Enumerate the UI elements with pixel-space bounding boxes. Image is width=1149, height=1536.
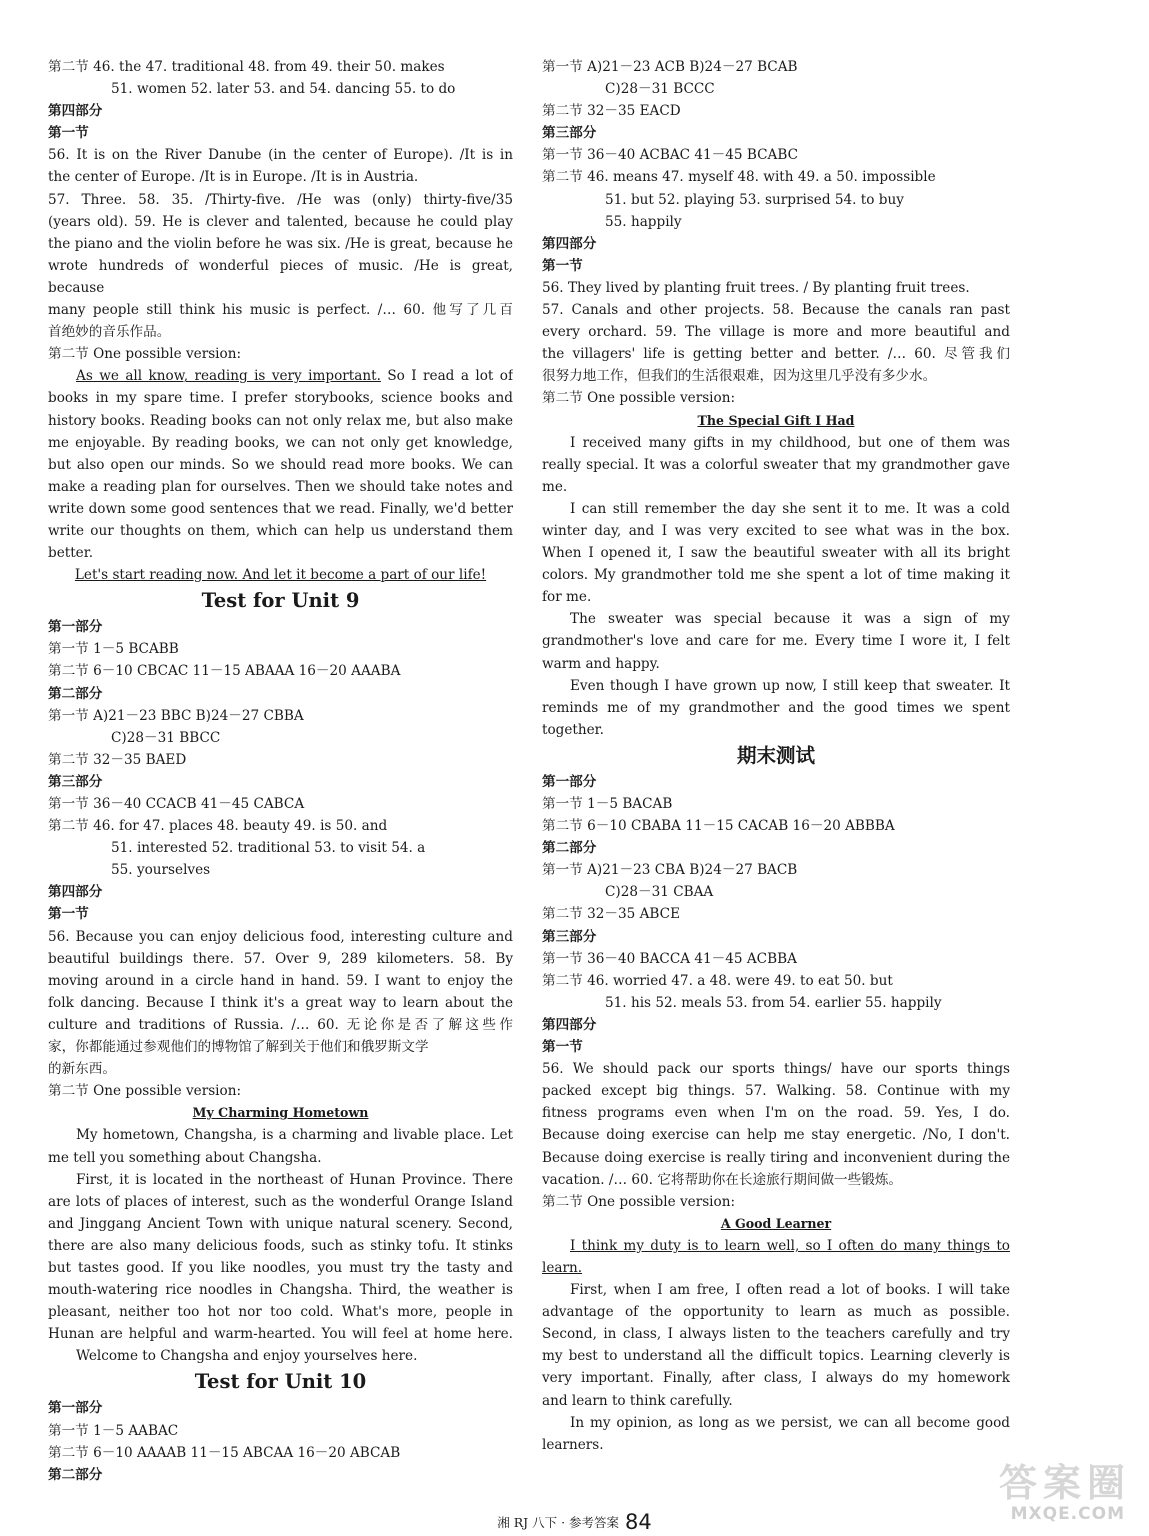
- text-line: Even though I have grown up now, I still keep that sweater. It: [570, 677, 1010, 694]
- text-line: C)28－31 BBCC: [111, 729, 221, 746]
- text-line: many people still think his music is perfect. /… 60. 他写了几百: [48, 302, 513, 319]
- text-line: 第二节 One possible version:: [542, 1193, 736, 1210]
- text-line: colors. My grandmother told me she spent a lot of time making it: [542, 567, 1010, 584]
- text-line: 第四部分: [542, 235, 597, 252]
- essay-title: A Good Learner: [720, 1215, 832, 1231]
- text-line: As we all know, reading is very important. So I read a lot of: [76, 368, 513, 385]
- text-line: write our thoughts on them, which can help us understand them: [48, 522, 513, 539]
- text-line: 家，你都能通过参观他们的博物馆了解到关于他们和俄罗斯文学: [48, 1039, 429, 1056]
- text-line: 第三部分: [542, 125, 597, 142]
- text-line: 第二节 46. means 47. myself 48. with 49. a 50. impossible: [542, 169, 936, 186]
- text-line: culture and traditions of Russia. /… 60. 无论你是否了解这些作: [48, 1016, 513, 1033]
- text-line: I think my duty is to learn well, so I often do many things to: [570, 1237, 1010, 1254]
- text-line: 51. women 52. later 53. and 54. dancing 55. to do: [111, 81, 456, 98]
- text-line: When I opened it, I saw the beautiful sweater with all its bright: [542, 545, 1010, 562]
- left-column: [48, 56, 513, 1486]
- text-line: 第一部分: [542, 773, 597, 790]
- text-line: history books. Reading books can not only relax me, but also make: [48, 412, 513, 429]
- section-heading: Test for Unit 10: [194, 1370, 367, 1394]
- text-line: 第一部分: [48, 1400, 103, 1417]
- text-line: moving around in a circle hand in hand. 59. I want to enjoy the: [48, 972, 513, 989]
- text-line: 第一节 36－40 CCACB 41－45 CABCA: [48, 796, 305, 812]
- text-line: fitness programs even when I'm on the road. 59. Yes, I do.: [542, 1105, 1010, 1122]
- text-line: winter day, and I was very excited to see what was in the box.: [542, 522, 1010, 539]
- page-number: 84: [625, 1510, 652, 1534]
- text-line: reminds me of my grandmother and the good times we spent: [542, 699, 1010, 716]
- text-line: 第一节 1－5 BCABB: [48, 641, 179, 658]
- text-line: me.: [542, 478, 568, 495]
- text-line: really special. It was a colorful sweater that my grandmother gave: [542, 456, 1010, 473]
- text-line: 第二部分: [48, 1466, 103, 1483]
- essay-title: My Charming Hometown: [192, 1105, 369, 1121]
- essay-title: The Special Gift I Had: [697, 412, 855, 428]
- text-line: In my opinion, as long as we persist, we can all become good: [570, 1414, 1010, 1431]
- text-line: very important. Finally, after class, I always do my homework: [542, 1370, 1010, 1387]
- text-line: 第二节 6－10 CBABA 11－15 CACAB 16－20 ABBBA: [542, 818, 895, 835]
- text-line: 第四部分: [48, 884, 103, 901]
- text-line: First, when I am free, I often read a lot of books. I will take: [570, 1282, 1010, 1299]
- text-line: 第二节 One possible version:: [542, 390, 736, 407]
- text-line: 56. They lived by planting fruit trees. / By planting fruit trees.: [542, 279, 970, 296]
- text-line: warm and happy.: [542, 655, 660, 672]
- text-line: 首绝妙的音乐作品。: [48, 324, 171, 341]
- text-line: write down some good sentences that we read. Finally, we'd better: [48, 500, 513, 517]
- text-line: 第三部分: [542, 928, 597, 945]
- text-line: better.: [48, 545, 94, 562]
- text-line: me enjoyable. By reading books, we can not only get knowledge,: [48, 434, 513, 451]
- text-line: 56. We should pack our sports things/ have our sports things: [542, 1061, 1010, 1078]
- text-line: The sweater was special because it was a sign of my: [570, 611, 1010, 628]
- text-line: C)28－31 BCCC: [605, 81, 715, 98]
- text-line: there are also many delicious foods, such as stinky tofu. It stinks: [48, 1237, 513, 1254]
- right-column: [542, 56, 1010, 1456]
- section-heading: Test for Unit 9: [201, 589, 360, 613]
- text-line: 的新东西。: [48, 1061, 116, 1078]
- text-line: grandmother's love and care for me. Every time I wore it, I felt: [542, 633, 1010, 650]
- text-line: Welcome to Changsha and enjoy yourselves here.: [76, 1348, 418, 1365]
- text-line: 第二节 32－35 ABCE: [542, 906, 680, 923]
- text-line: and Jinggang Ancient Town with unique natural scenery. Second,: [48, 1215, 513, 1232]
- text-line: 57. Three. 58. 35. /Thirty-five. /He was (only) thirty-five/35: [48, 191, 513, 208]
- text-line: but tastes good. If you like noodles, you must try the tasty and: [48, 1259, 513, 1276]
- text-line: and learn to think carefully.: [542, 1392, 733, 1409]
- text-line: for me.: [542, 589, 592, 606]
- text-line: 很努力地工作，但我们的生活很艰难，因为这里几乎没有多少水。: [542, 368, 937, 385]
- text-line: (years old). 59. He is clever and talented, because he could play: [48, 213, 513, 230]
- text-line: mouth-watering rice noodles in Changsha. Third, the weather is: [48, 1282, 513, 1299]
- text-line: make a reading plan for ourselves. Then we should take notes and: [48, 478, 513, 495]
- text-line: advantage of the opportunity to learn as much as possible.: [542, 1304, 1010, 1321]
- text-line: 第二节 6－10 CBCAC 11－15 ABAAA 16－20 AAABA: [48, 663, 401, 680]
- text-line: wrote hundreds of wonderful pieces of music. /He is great, because: [48, 257, 513, 296]
- text-line: 第二部分: [542, 840, 597, 857]
- text-line: 51. his 52. meals 53. from 54. earlier 55. happily: [605, 994, 942, 1011]
- text-line: Hunan are helpful and warm-hearted. You will feel at home here.: [48, 1326, 513, 1343]
- text-line: C)28－31 CBAA: [605, 884, 714, 901]
- text-line: 第一节 36－40 ACBAC 41－45 BCABC: [542, 147, 798, 164]
- text-line: 第三部分: [48, 773, 103, 790]
- text-line: 第二部分: [48, 685, 103, 702]
- watermark-url: MXQE.COM: [1010, 1504, 1125, 1524]
- text-line: Second, in class, I always listen to the teachers carefully and try: [542, 1326, 1010, 1343]
- text-line: are lots of places of interest, such as the wonderful Orange Island: [48, 1193, 513, 1210]
- text-line: 第二节 6－10 AAAAB 11－15 ABCAA 16－20 ABCAB: [48, 1444, 401, 1461]
- text-line: learn.: [542, 1259, 583, 1276]
- text-line: 第四部分: [48, 103, 103, 120]
- text-line: 第一节 36－40 BACCA 41－45 ACBBA: [542, 950, 797, 967]
- text-line: 第一节: [542, 1039, 583, 1056]
- text-line: books in my spare time. I prefer storybooks, science books and: [48, 390, 513, 407]
- text-line: Let's start reading now. And let it become a part of our life!: [74, 567, 487, 584]
- text-line: every orchard. 59. The village is more and more beautiful and: [542, 324, 1010, 341]
- text-line: 第一节 A)21－23 BBC B)24－27 CBBA: [48, 707, 304, 724]
- text-line: I can still remember the day she sent it to me. It was a cold: [570, 500, 1010, 517]
- footer-label: 湘 RJ 八下 · 参考答案: [497, 1515, 620, 1530]
- text-line: 第二节 One possible version:: [48, 1083, 242, 1100]
- text-line: folk dancing. Because I think it's a great way to learn about the: [48, 994, 513, 1011]
- text-line: 第二节 32－35 BAED: [48, 751, 187, 768]
- text-line: 第二节 46. the 47. traditional 48. from 49. their 50. makes: [48, 59, 445, 75]
- text-line: 55. yourselves: [111, 862, 211, 879]
- text-line: the center of Europe. /It is in Europe. /It is in Austria.: [48, 169, 419, 186]
- text-line: 57. Canals and other projects. 58. Because the canals ran past: [542, 302, 1010, 319]
- text-line: 第一节 A)21－23 CBA B)24－27 BACB: [542, 862, 798, 879]
- text-line: 56. It is on the River Danube (in the center of Europe). /It is in: [48, 147, 513, 164]
- text-line: 第一节: [48, 125, 89, 142]
- watermark-text: 答案圈: [998, 1461, 1131, 1505]
- text-line: 51. interested 52. traditional 53. to visit 54. a: [111, 840, 426, 857]
- section-heading: 期末测试: [736, 743, 815, 767]
- text-line: my best to understand all the difficult topics. Learning cleverly is: [542, 1348, 1010, 1365]
- text-line: 第二节 46. worried 47. a 48. were 49. to eat 50. but: [542, 972, 893, 989]
- text-line: 第二节 46. for 47. places 48. beauty 49. is 50. and: [48, 818, 388, 835]
- text-line: My hometown, Changsha, is a charming and livable place. Let: [76, 1127, 513, 1144]
- text-line: 第一节: [48, 906, 89, 923]
- text-line: 第一部分: [48, 619, 103, 636]
- text-line: the villagers' life is getting better and better. /… 60. 尽管我们: [542, 346, 1010, 363]
- text-line: Because doing exercise is really tiring and inconvenient during the: [542, 1149, 1010, 1166]
- text-line: 第一节 1－5 AABAC: [48, 1422, 179, 1439]
- text-line: First, it is located in the northeast of Hunan Province. There: [76, 1171, 513, 1188]
- text-line: but also open our minds. So we should read more books. We can: [48, 456, 513, 473]
- text-line: I received many gifts in my childhood, but one of them was: [570, 434, 1010, 451]
- text-line: beautiful buildings there. 57. Over 9, 289 kilometers. 58. By: [48, 950, 513, 967]
- text-line: the piano and the violin before he was six. /He is great, because he: [48, 235, 513, 252]
- text-line: 第一节: [542, 257, 583, 274]
- text-line: together.: [542, 721, 604, 738]
- text-line: 56. Because you can enjoy delicious food, interesting culture and: [48, 928, 513, 945]
- text-line: learners.: [542, 1436, 604, 1453]
- text-line: 第二节 One possible version:: [48, 346, 242, 363]
- text-line: 第一节 A)21－23 ACB B)24－27 BCAB: [542, 59, 798, 75]
- text-line: 第四部分: [542, 1016, 597, 1033]
- text-line: 第二节 32－35 EACD: [542, 103, 681, 120]
- text-line: pleasant, neither too hot nor too cold. What's more, people in: [48, 1304, 513, 1321]
- text-line: 55. happily: [605, 213, 682, 230]
- text-line: vacation. /… 60. 它将帮助你在长途旅行期间做一些锻炼。: [542, 1171, 903, 1188]
- text-line: 51. but 52. playing 53. surprised 54. to buy: [605, 191, 904, 208]
- text-line: 第一节 1－5 BACAB: [542, 796, 673, 812]
- text-line: me tell you something about Changsha.: [48, 1149, 322, 1166]
- text-line: Because doing exercise can help me stay energetic. /No, I don't.: [542, 1127, 1010, 1144]
- text-line: packed except big things. 57. Walking. 58. Continue with my: [542, 1083, 1010, 1100]
- watermark-logo: [965, 1452, 1135, 1524]
